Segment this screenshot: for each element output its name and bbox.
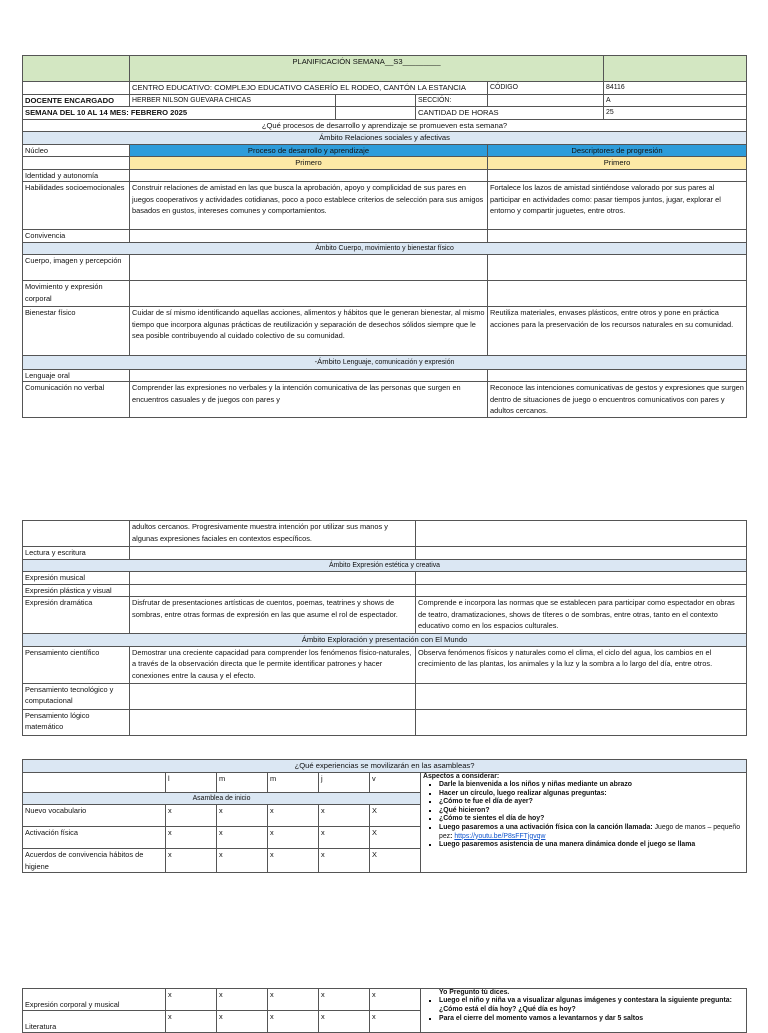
asambleas-table-cont bbox=[22, 988, 747, 1033]
aspects-list bbox=[423, 781, 744, 850]
dramatica-descriptor: Comprende e incorpora las normas que se establecen para participar como espectador en obras de teatro, dramatizaciones, shows de títeres o de sombras, entre otras, tanto en el contexto educativo como en los espacios culturales. bbox=[416, 597, 747, 634]
asamblea-inicio: Asamblea de inicio bbox=[23, 792, 421, 805]
aspects-title: Aspectos a considerar: bbox=[423, 772, 500, 780]
day-header: j bbox=[319, 772, 370, 792]
section-value: A bbox=[604, 94, 747, 107]
section-label: SECCIÓN: bbox=[416, 94, 488, 107]
mark: x bbox=[166, 1011, 217, 1033]
planning-table-1 bbox=[22, 55, 747, 418]
row-label: Activación física bbox=[23, 827, 166, 849]
mark: X bbox=[370, 827, 421, 849]
school-name: CENTRO EDUCATIVO: COMPLEJO EDUCATIVO CASERÍO EL RODEO, CANTÓN LA ESTANCIA bbox=[130, 82, 488, 95]
ambito-lenguaje-name: Lenguaje, comunicación y expresión bbox=[342, 359, 455, 366]
code-value: 84116 bbox=[604, 82, 747, 95]
nucleo-lectura: Lectura y escritura bbox=[23, 547, 130, 560]
mark: X bbox=[370, 805, 421, 827]
list-item: ▪ ¿Qué hicieron? bbox=[439, 807, 744, 816]
nucleo-movimiento: Movimiento y expresión corporal bbox=[23, 281, 130, 307]
ambito-cuerpo: Ámbito Cuerpo, movimiento y bienestar físico bbox=[23, 242, 747, 255]
teacher-label: DOCENTE ENCARGADO bbox=[23, 94, 130, 107]
nucleo-tecnologico: Pensamiento tecnológico y computacional bbox=[23, 683, 130, 709]
nucleo-dramatica: Expresión dramática bbox=[23, 597, 130, 634]
mark: x bbox=[268, 1011, 319, 1033]
mark: x bbox=[166, 849, 217, 873]
list-item: ▪ Luego el niño y niña va a visualizar algunas imágenes y contestara la siguiente pregunta: ¿Cómo está el día hoy? ¿Qué día es hoy? bbox=[439, 997, 744, 1014]
nucleo-convivencia: Convivencia bbox=[23, 230, 130, 243]
aspects-cell bbox=[421, 772, 747, 873]
row-label: Literatura bbox=[23, 1011, 166, 1033]
nucleo-logico: Pensamiento lógico matemático bbox=[23, 709, 130, 735]
mark: x bbox=[268, 849, 319, 873]
mark: x bbox=[217, 805, 268, 827]
mark: x bbox=[166, 827, 217, 849]
mark: x bbox=[370, 1011, 421, 1033]
cientifico-descriptor: Observa fenómenos físicos y naturales como el clima, el ciclo del agua, los cambios en el crecimiento de las plantas, los animales y la luz y la sombra a lo largo del día, entre otros. bbox=[416, 646, 747, 683]
list-item: ▪ Para el cierre del momento vamos a levantarnos y dar 5 saltos bbox=[439, 1015, 744, 1024]
teacher-value: HERBER NILSON GUEVARA CHICAS bbox=[130, 94, 336, 107]
mark: x bbox=[319, 805, 370, 827]
nucleo-musical: Expresión musical bbox=[23, 572, 130, 585]
list-item: ▪ Luego pasaremos asistencia de una manera dinámica donde el juego se llama bbox=[439, 841, 744, 850]
habilidades-proceso: Construir relaciones de amistad en las que busca la aprobación, apoyo y complicidad de sus pares en juegos cooperativos y actividades cotidianas, poco a poco establece criterios de selección para sus amigos basados en gustos, intereses comunes y comportamientos. bbox=[130, 182, 488, 230]
nucleo-plastica: Expresión plástica y visual bbox=[23, 584, 130, 597]
hours-value: 25 bbox=[604, 107, 747, 120]
planning-title: PLANIFICACIÓN SEMANA__S3_________ bbox=[130, 56, 604, 82]
grade-proceso: Primero bbox=[130, 157, 488, 170]
list-item: ▪ Hacer un círculo, luego realizar algunas preguntas: bbox=[439, 790, 744, 799]
list-item: ▪ ¿Cómo te sientes el día de hoy? bbox=[439, 815, 744, 824]
closing-cell bbox=[421, 989, 747, 1033]
list-item: ▪ Darle la bienvenida a los niños y niñas mediante un abrazo bbox=[439, 781, 744, 790]
list-item: ▪ Luego pasaremos a una activación física con la canción llamada: Juego de manos – pequeño pez: https://youtu.be/P8sFFTjgvqw bbox=[439, 824, 744, 841]
nucleo-comunicacion: Comunicación no verbal bbox=[23, 382, 130, 418]
nucleo-cuerpo: Cuerpo, imagen y percepción bbox=[23, 255, 130, 281]
bienestar-proceso: Cuidar de sí mismo identificando aquellas acciones, alimentos y hábitos que le generan bienestar, al mismo tiempo que incorpora algunas prácticas de reutilización y separación de desechos sólidos siempre que le sea posible contribuyendo al cuidado colectivo de su comunidad. bbox=[130, 307, 488, 356]
cientifico-proceso: Demostrar una creciente capacidad para comprender los fenómenos físico-naturales, a través de la observación directa que le permite identificar patrones y hacer conexiones entre la causa y el efecto. bbox=[130, 646, 416, 683]
mark: x bbox=[217, 827, 268, 849]
mark: x bbox=[268, 989, 319, 1011]
ambito-lenguaje-prefix: -Ámbito bbox=[314, 357, 341, 366]
mark: x bbox=[268, 805, 319, 827]
closing-note: Yo Pregunto tú dices. bbox=[439, 989, 510, 996]
ambito-lenguaje bbox=[23, 356, 747, 370]
ambito-relaciones: Ámbito Relaciones sociales y afectivas bbox=[23, 132, 747, 145]
song-name: Juego de manos – pequeño pez bbox=[439, 824, 741, 840]
mark: x bbox=[319, 827, 370, 849]
nucleo-habilidades: Habilidades socioemocionales bbox=[23, 182, 130, 230]
week-label: SEMANA DEL 10 AL 14 MES: FEBRERO 2025 bbox=[23, 107, 336, 120]
mark: x bbox=[370, 989, 421, 1011]
asambleas-question: ¿Qué experiencias se movilizarán en las asambleas? bbox=[23, 760, 747, 773]
dramatica-proceso: Disfrutar de presentaciones artísticas de cuentos, poemas, teatrines y shows de sombras, entre otras formas de expresión en las que asume el rol de espectador. bbox=[130, 597, 416, 634]
comunicacion-proceso-cont: adultos cercanos. Progresivamente muestra intención por utilizar sus manos y algunas expresiones faciales en contextos específicos. bbox=[130, 521, 416, 547]
planning-table-2 bbox=[22, 520, 747, 736]
ambito-estetica: Ámbito Expresión estética y creativa bbox=[23, 559, 747, 572]
col-nucleo: Núcleo bbox=[23, 144, 130, 157]
day-header: l bbox=[166, 772, 217, 792]
mark: x bbox=[319, 849, 370, 873]
mark: x bbox=[166, 989, 217, 1011]
mark: X bbox=[370, 849, 421, 873]
processes-question: ¿Qué procesos de desarrollo y aprendizaje se promueven esta semana? bbox=[23, 119, 747, 132]
day-header: m bbox=[217, 772, 268, 792]
day-header: v bbox=[370, 772, 421, 792]
nucleo-lenguaje-oral: Lenguaje oral bbox=[23, 369, 130, 382]
row-label: Expresión corporal y musical bbox=[23, 989, 166, 1011]
row-label: Nuevo vocabulario bbox=[23, 805, 166, 827]
hours-label: CANTIDAD DE HORAS bbox=[416, 107, 604, 120]
nucleo-bienestar: Bienestar físico bbox=[23, 307, 130, 356]
mark: x bbox=[217, 989, 268, 1011]
mark: x bbox=[166, 805, 217, 827]
row-label: Acuerdos de convivencia hábitos de higiene bbox=[23, 849, 166, 873]
code-label: CÓDIGO bbox=[488, 82, 604, 95]
asambleas-table bbox=[22, 759, 747, 873]
grade-descriptores: Primero bbox=[488, 157, 747, 170]
col-descriptores: Descriptores de progresión bbox=[488, 144, 747, 157]
activation-text: Luego pasaremos a una activación física con la canción llamada: bbox=[439, 824, 653, 832]
mark: x bbox=[268, 827, 319, 849]
col-proceso: Proceso de desarrollo y aprendizaje bbox=[130, 144, 488, 157]
comunicacion-proceso: Comprender las expresiones no verbales y la intención comunicativa de las personas que surgen en encuentros casuales y de juegos con pares y bbox=[130, 382, 488, 418]
nucleo-identidad: Identidad y autonomía bbox=[23, 169, 130, 182]
mark: x bbox=[319, 989, 370, 1011]
closing-list bbox=[423, 997, 744, 1023]
nucleo-cientifico: Pensamiento científico bbox=[23, 646, 130, 683]
day-header: m bbox=[268, 772, 319, 792]
ambito-exploracion: Ámbito Exploración y presentación con El Mundo bbox=[23, 634, 747, 647]
mark: x bbox=[319, 1011, 370, 1033]
song-link[interactable]: https://youtu.be/P8sFFTjgvqw bbox=[454, 832, 546, 840]
bienestar-descriptor: Reutiliza materiales, envases plásticos, entre otros y pone en práctica acciones para la preservación de los recursos naturales en su comunidad. bbox=[488, 307, 747, 356]
comunicacion-descriptor: Reconoce las intenciones comunicativas de gestos y expresiones que surgen dentro de situaciones de juego o encuentros comunicativos con pares y adultos cercanos. bbox=[488, 382, 747, 418]
habilidades-descriptor: Fortalece los lazos de amistad sintiéndose valorado por sus pares al participar en actividades como: pasar tiempos juntos, jugar, explorar el entorno y compartir juguetes, entre otros. bbox=[488, 182, 747, 230]
mark: x bbox=[217, 1011, 268, 1033]
list-item: ▪ ¿Cómo te fue el día de ayer? bbox=[439, 798, 744, 807]
mark: x bbox=[217, 849, 268, 873]
